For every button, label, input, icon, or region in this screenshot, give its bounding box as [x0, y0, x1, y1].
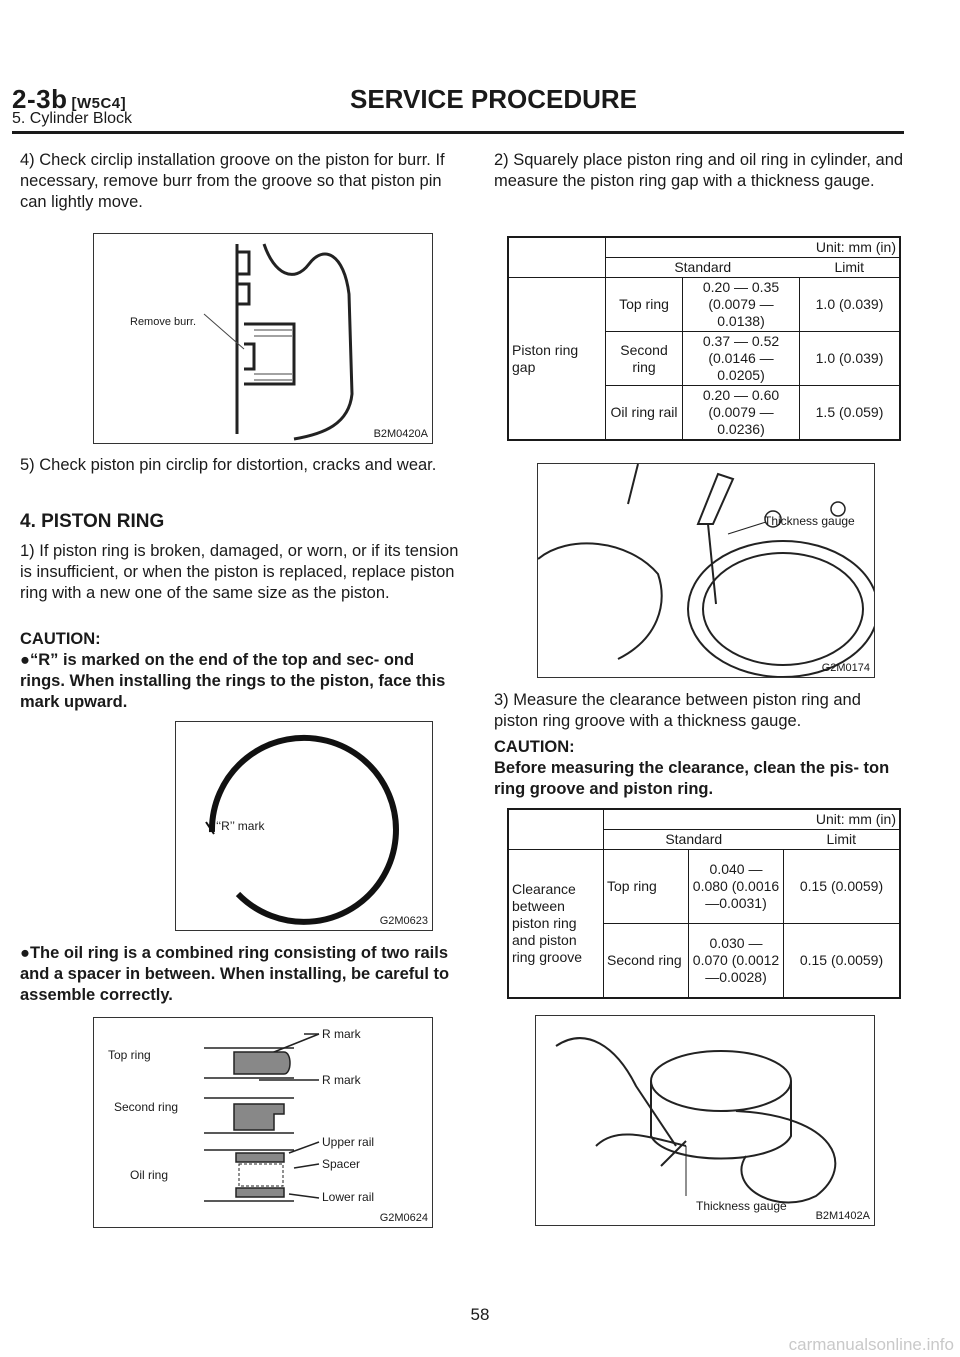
section-heading-piston-ring: 4. PISTON RING [20, 511, 165, 532]
r-mark-second-label: R mark [322, 1073, 361, 1087]
step-3-text: 3) Measure the clearance between piston ring and piston ring groove with a thickness gauge. [494, 691, 861, 730]
row-limit: 1.0 (0.039) [800, 332, 901, 386]
figure-ring-gap-measurement [537, 463, 875, 678]
row-standard: 0.030 — 0.070 (0.0012 —0.0028) [689, 923, 784, 998]
table-blank-cell [508, 237, 606, 278]
piston-gauge-illustration [536, 1016, 874, 1225]
row-name: Top ring [606, 278, 683, 332]
figure-code: G2M0624 [379, 1212, 428, 1224]
thickness-gauge-label: Thickness gauge [764, 514, 855, 528]
second-ring-label: Second ring [114, 1100, 179, 1114]
row-limit: 0.15 (0.0059) [784, 850, 901, 924]
caution-label-right: CAUTION: [494, 738, 575, 756]
step-4-text: 4) Check circlip installation groove on the piston for burr. If necessary, remove burr from the groove so that piston pin can lightly move. [20, 151, 445, 211]
section-code: 2-3b [W5C4] [12, 84, 127, 114]
upper-rail-label: Upper rail [322, 1135, 375, 1149]
figure-clearance-measurement [535, 1015, 875, 1226]
row-group-label: Piston ring gap [508, 278, 606, 441]
step-5-text: 5) Check piston pin circlip for distortion, cracks and wear. [20, 456, 437, 474]
figure-r-mark [175, 721, 433, 931]
row-name: Oil ring rail [606, 386, 683, 441]
row-limit: 1.0 (0.039) [800, 278, 901, 332]
row-standard: 0.37 — 0.52 (0.0146 — 0.0205) [683, 332, 800, 386]
row-name: Second ring [606, 332, 683, 386]
figure-circlip-groove [93, 233, 433, 444]
r-mark-label: ‘‘R’’ mark [216, 819, 265, 833]
col-header-limit: Limit [800, 258, 901, 278]
row-standard: 0.20 — 0.35 (0.0079 — 0.0138) [683, 278, 800, 332]
table-unit: Unit: mm (in) [606, 237, 901, 258]
row-standard: 0.040 — 0.080 (0.0016 —0.0031) [689, 850, 784, 924]
header-rule [12, 131, 904, 134]
figure-code: B2M1402A [815, 1210, 870, 1222]
lower-rail-label: Lower rail [322, 1190, 375, 1204]
row-name: Top ring [604, 850, 689, 924]
col-header-standard: Standard [606, 258, 800, 278]
row-group-label: Clearance between piston ring and piston ring groove [508, 850, 604, 999]
caution-label: CAUTION: [20, 630, 101, 648]
figure-code: G2M0174 [821, 662, 870, 674]
top-ring-label: Top ring [108, 1048, 151, 1062]
remove-burr-label: Remove burr. [130, 316, 197, 328]
step-1-text: 1) If piston ring is broken, damaged, or worn, or if its tension is insufficient, or when the piston is replaced, replace piston ring with a new one of the same size as the piston. [20, 542, 459, 602]
figure-code: G2M0623 [379, 915, 428, 927]
page-number: 58 [470, 1305, 490, 1324]
caution-r-mark-text: ●“R” is marked on the end of the top and sec- ond rings. When installing the rings to the piston, face this mark upward. [20, 651, 446, 711]
col-header-standard: Standard [604, 830, 784, 850]
oil-ring-label: Oil ring [130, 1168, 169, 1182]
step-2-text: 2) Squarely place piston ring and oil ring in cylinder, and measure the piston ring gap with a thickness gauge. [494, 151, 904, 190]
watermark: carmanualsonline.info [788, 1335, 954, 1354]
table-blank-cell [508, 809, 604, 850]
piston-ring-gap-table [507, 236, 901, 441]
row-name: Second ring [604, 923, 689, 998]
row-standard: 0.20 — 0.60 (0.0079 — 0.0236) [683, 386, 800, 441]
figure-code: B2M0420A [373, 428, 428, 440]
page-subtitle: 5. Cylinder Block [12, 110, 133, 127]
cylinder-gauge-illustration [538, 464, 874, 677]
ring-groove-clearance-table [507, 808, 901, 999]
caution-clean-text: Before measuring the clearance, clean the pis- ton ring groove and piston ring. [494, 759, 890, 798]
section-code-small: [W5C4] [71, 95, 127, 112]
row-limit: 1.5 (0.059) [800, 386, 901, 441]
row-limit: 0.15 (0.0059) [784, 923, 901, 998]
caution-oil-ring-text: ●The oil ring is a combined ring consisting of two rails and a spacer in between. When installing, be careful to assemble correctly. [20, 944, 450, 1004]
table-unit: Unit: mm (in) [604, 809, 901, 830]
r-mark-top-label: R mark [322, 1027, 361, 1041]
thickness-gauge-label: Thickness gauge [696, 1199, 787, 1213]
col-header-limit: Limit [784, 830, 901, 850]
spacer-label: Spacer [322, 1157, 361, 1171]
figure-ring-cross-section [93, 1017, 433, 1228]
piston-ring-illustration [176, 722, 432, 930]
page-title: SERVICE PROCEDURE [350, 84, 638, 114]
piston-groove-illustration [94, 234, 432, 443]
